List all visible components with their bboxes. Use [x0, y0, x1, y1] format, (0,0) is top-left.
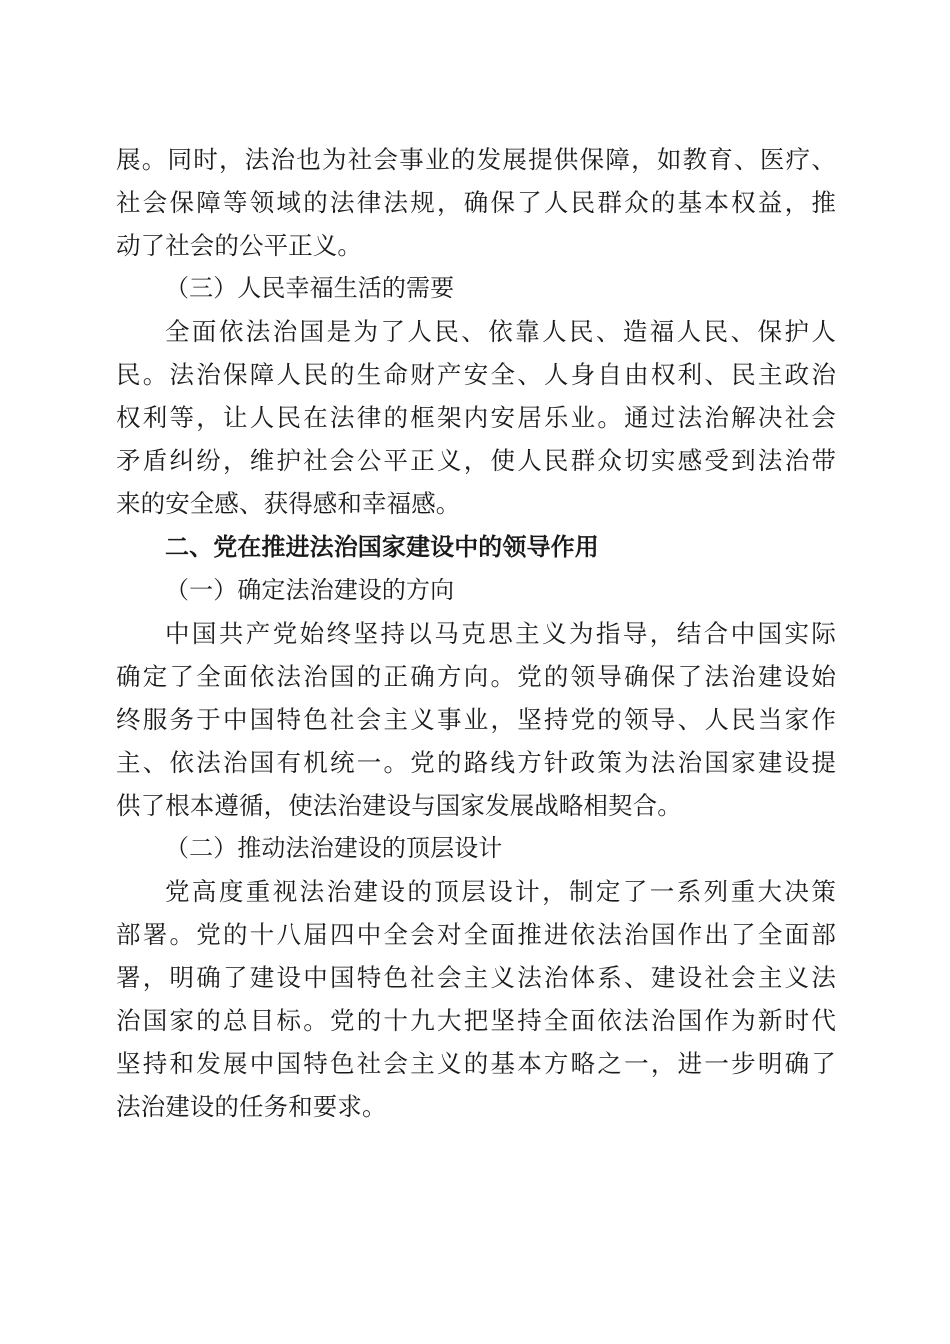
text-line: 主、依法治国有机统一。党的路线方针政策为法治国家建设提: [116, 748, 836, 777]
text-line: 展。同时，法治也为社会事业的发展提供保障，如教育、医疗、: [116, 145, 836, 174]
text-line: 坚持和发展中国特色社会主义的基本方略之一，进一步明确了: [116, 1049, 836, 1078]
paragraph-social-guarantee-continued: [116, 138, 836, 267]
text-line: 法治建设的任务和要求。: [116, 1092, 387, 1121]
text-line: 确定了全面依法治国的正确方向。党的领导确保了法治建设始: [116, 662, 836, 691]
text-line: 民。法治保障人民的生命财产安全、人身自由权利、民主政治: [116, 360, 836, 389]
text-line: 动了社会的公平正义。: [116, 231, 362, 260]
document-body: [116, 138, 836, 1128]
text-line: 党高度重视法治建设的顶层设计，制定了一系列重大决策: [165, 877, 836, 906]
subheading-set-direction: （一）确定法治建设的方向: [165, 576, 455, 604]
text-line: 权利等，让人民在法律的框架内安居乐业。通过法治解决社会: [116, 403, 836, 432]
text-line: 来的安全感、获得感和幸福感。: [116, 489, 461, 518]
subheading-people-happiness: （三）人民幸福生活的需要: [165, 274, 455, 302]
text-line: 全面依法治国是为了人民、依靠人民、造福人民、保护人: [165, 317, 836, 346]
text-line: 中国共产党始终坚持以马克思主义为指导，结合中国实际: [165, 619, 836, 648]
paragraph-people-happiness: [116, 310, 836, 525]
subheading-top-level-design: （二）推动法治建设的顶层设计: [165, 834, 503, 862]
text-line: 供了根本遵循，使法治建设与国家发展战略相契合。: [116, 791, 682, 820]
text-line: 署，明确了建设中国特色社会主义法治体系、建设社会主义法: [116, 963, 836, 992]
text-line: 社会保障等领域的法律法规，确保了人民群众的基本权益，推: [116, 188, 836, 217]
text-line: 部署。党的十八届四中全会对全面推进依法治国作出了全面部: [116, 920, 836, 949]
text-line: 终服务于中国特色社会主义事业，坚持党的领导、人民当家作: [116, 705, 836, 734]
text-line: 矛盾纠纷，维护社会公平正义，使人民群众切实感受到法治带: [116, 446, 836, 475]
paragraph-set-direction: [116, 612, 836, 827]
paragraph-top-level-design: [116, 870, 836, 1128]
heading-party-leadership: 二、党在推进法治国家建设中的领导作用: [165, 533, 599, 561]
text-line: 治国家的总目标。党的十九大把坚持全面依法治国作为新时代: [116, 1006, 836, 1035]
